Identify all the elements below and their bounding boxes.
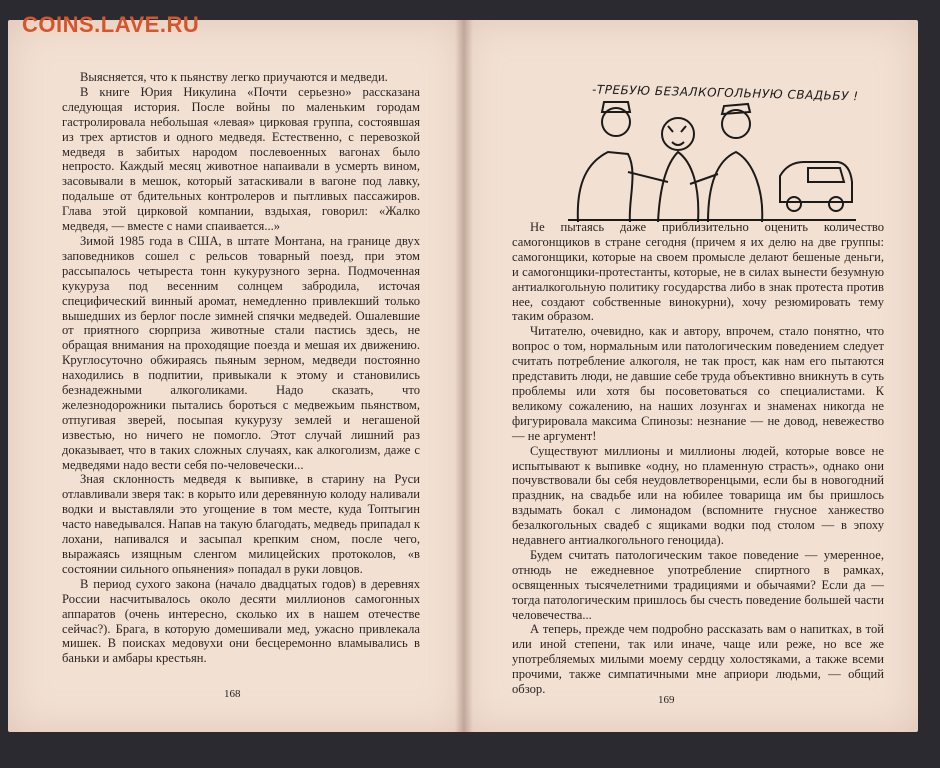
paragraph: В книге Юрия Никулина «Почти серьезно» рассказана следующая история. После войны по маленьким городам гастролировала небольшая «левая» цирковая группа, состоявшая из трех артистов и одного медведя. Естественно, с перевозкой медведя в забитых народом послевоенных вагонах было непросто. Каждый месяц животное напаивали в усмерть вином, засовывали в мешок, который затаскивали в вагоне под лавку, подальше от бдительных контролеров и пытливых пассажиров. Глава этой цирковой компании, вздыхая, говорил: «Жалко медведя, — вместе с нами спаивается...» — [62, 84, 420, 234]
cartoon-illustration — [568, 82, 856, 222]
paragraph: Читателю, очевидно, как и автору, впрочем, стало понятно, что вопрос о том, нормальным или патологическим поведением следует считать потребление алкоголя, не так прост, как нам его пытаются представить люди, не давшие себе труда объективно вникнуть в суть проблемы или хотя бы посоветоваться со специалистами. К великому сожалению, на наших лозунгах и знаменах никогда не фигурировала максима Спинозы: незнание — не довод, невежество — не аргумент! — [512, 324, 884, 443]
right-page-text — [512, 220, 884, 697]
watermark: COINS.LAVE.RU — [22, 12, 200, 37]
paragraph: А теперь, прежде чем подробно рассказать вам о напитках, в той или иной степени, так или иначе, чаще или реже, но все же употребляемых милыми моему сердцу холостяками, а также всеми прочими, также симпатичными мне априори людьми, — общий обзор. — [512, 622, 884, 697]
paragraph: Зимой 1985 года в США, в штате Монтана, на границе двух заповедников сошел с рельсов товарный поезд, при этом рассыпалось четыреста тонн кукурузного зерна. Подмоченная кукуруза под весенним солнцем забродила, источая специфический винный аромат, немедленно привлекший только вышедших из берлог после зимней спячки медведей. Ошалевшие от приятного сюрприза животные стали пастись здесь, не обращая внимания на проходящие поезда и мешая их движению. Круглосуточно обжираясь пьяным зерном, медведи постоянно находились в подпитии, привыкали к этому и становились безнадежными алкоголиками. Надо сказать, что железнодорожники пытались бороться с медвежьим пьянством, отпугивая зверей, посыпая кукурузу землей и негашеной известью, но ничего не помогло. Этот случай лишний раз доказывает, что в таких сложных случаях, как алкоголизм, даже с медведями надо вести себя по-человечески... — [62, 233, 420, 472]
left-page — [8, 20, 464, 732]
right-page — [462, 20, 918, 732]
paragraph: Не пытаясь даже приблизительно оценить количество самогонщиков в стране сегодня (причем я их делю на две группы: самогонщики, которые на своем промысле делают бешеные деньги, и самогонщики-протестанты, которые, не в силах вынести безумную антиалкогольную политику государства либо в знак протеста против нее, создают собственные винокурни), хочу резюмировать тему таким образом. — [512, 220, 884, 324]
paragraph: Зная склонность медведя к выпивке, в старину на Руси отлавливали зверя так: в корыто или деревянную колоду наливали водки и выставляли это угощение в том месте, куда Топтыгин часто наведывался. Напав на такую благодать, медведь припадал к лохани, напивался и засыпал крепким сном, после чего, выражаясь изящным сленгом милицейских протоколов, «в состоянии сильного опьянения» попадал в руки ловцов. — [62, 472, 420, 576]
paragraph: В период сухого закона (начало двадцатых годов) в деревнях России насчитывалось около десяти миллионов самогонных аппаратов (очень интересно, сколько их в нашем отечестве сейчас?). Брага, в которую домешивали мед, ужасно привлекала мишек. В поисках медовухи они бесцеремонно вламывались в баньки и амбары крестьян. — [62, 576, 420, 666]
cartoon-caption: -ТРЕБУЮ БЕЗАЛКОГОЛЬНУЮ СВАДЬБУ ! — [591, 82, 859, 104]
paragraph: Существуют миллионы и миллионы людей, которые вовсе не испытывают к выпивке «одну, но пламенную страсть», однако они почувствовали бы себя неудовлетворенцыми, если бы в новогодний праздник, на свадьбе или на юбилее товарища им бы пришлось вздымать бокал с лимонадом (вспомните гнусное ханжество безалкогольных свадеб с ящиками водки под столом — в эпоху недавнего антиалкогольного геноцида). — [512, 443, 884, 548]
paragraph: Выясняется, что к пьянству легко приучаются и медведи. — [80, 70, 388, 84]
page-number: 168 — [224, 688, 241, 700]
book-spine — [455, 20, 473, 732]
page-number: 169 — [658, 694, 675, 706]
paragraph: Будем считать патологическим такое поведение — умеренное, отнюдь не ежедневное употребление спиртного в рамках, освященных тысячелетними традициями и обычаями? Если да — тогда патологическим пришлось бы счесть поведение большей части человечества... — [512, 547, 884, 622]
left-page-text — [62, 70, 420, 666]
